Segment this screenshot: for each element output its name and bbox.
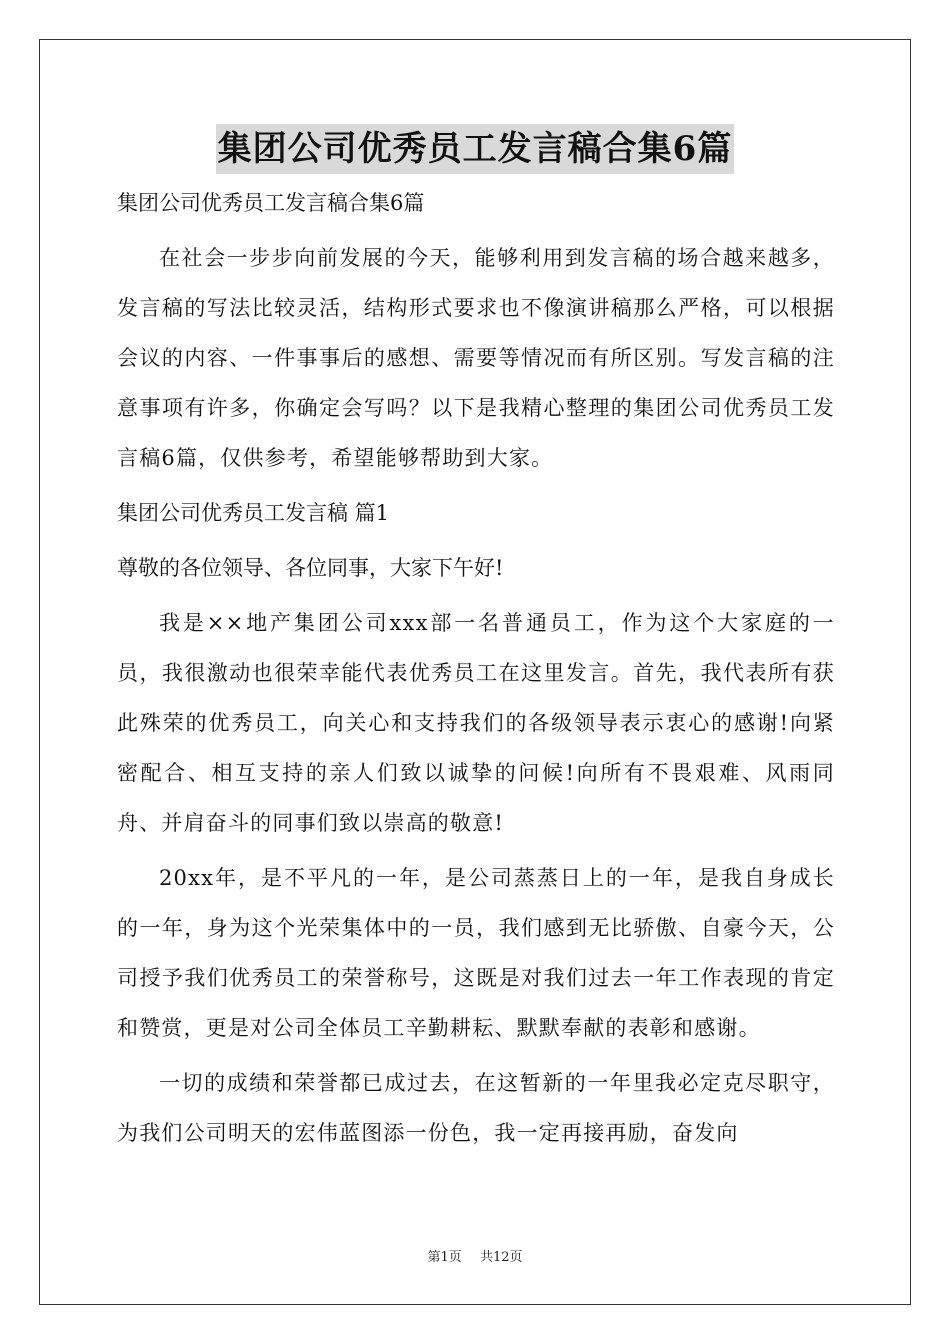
greeting-line: 尊敬的各位领导、各位同事，大家下午好! bbox=[117, 556, 504, 580]
page-footer bbox=[0, 1246, 950, 1265]
body-paragraph-1: 我是××地产集团公司xxx部一名普通员工，作为这个大家庭的一员，我很激动也很荣幸能代表优秀员工在这里发言。首先，我代表所有获此殊荣的优秀员工，向关心和支持我们的各级领导表示衷心的感谢!向紧密配合、相互支持的亲人们致以诚挚的问候!向所有不畏艰难、风雨同舟、并肩奋斗的同事们致以崇高的敬意! bbox=[117, 611, 835, 835]
title-container bbox=[0, 124, 950, 174]
document-body bbox=[117, 178, 835, 1158]
document-subtitle: 集团公司优秀员工发言稿合集6篇 bbox=[117, 191, 425, 215]
intro-paragraph: 在社会一步步向前发展的今天，能够利用到发言稿的场合越来越多，发言稿的写法比较灵活，结构形式要求也不像演讲稿那么严格，可以根据会议的内容、一件事事后的感想、需要等情况而有所区别。写发言稿的注意事项有许多，你确定会写吗？以下是我精心整理的集团公司优秀员工发言稿6篇，仅供参考，希望能够帮助到大家。 bbox=[117, 246, 835, 470]
page-total: 共12页 bbox=[479, 1250, 523, 1265]
document-title: 集团公司优秀员工发言稿合集6篇 bbox=[216, 124, 735, 174]
section-heading: 集团公司优秀员工发言稿 篇1 bbox=[117, 501, 390, 525]
page-number: 第1页 bbox=[427, 1250, 462, 1265]
body-paragraph-2: 20xx年，是不平凡的一年，是公司蒸蒸日上的一年，是我自身成长的一年，身为这个光荣集体中的一员，我们感到无比骄傲、自豪今天，公司授予我们优秀员工的荣誉称号，这既是对我们过去一年工作表现的肯定和赞赏，更是对公司全体员工辛勤耕耘、默默奉献的表彰和感谢。 bbox=[117, 866, 835, 1040]
body-paragraph-3: 一切的成绩和荣誉都已成过去，在这暂新的一年里我必定克尽职守，为我们公司明天的宏伟蓝图添一份色，我一定再接再励，奋发向 bbox=[117, 1071, 835, 1145]
